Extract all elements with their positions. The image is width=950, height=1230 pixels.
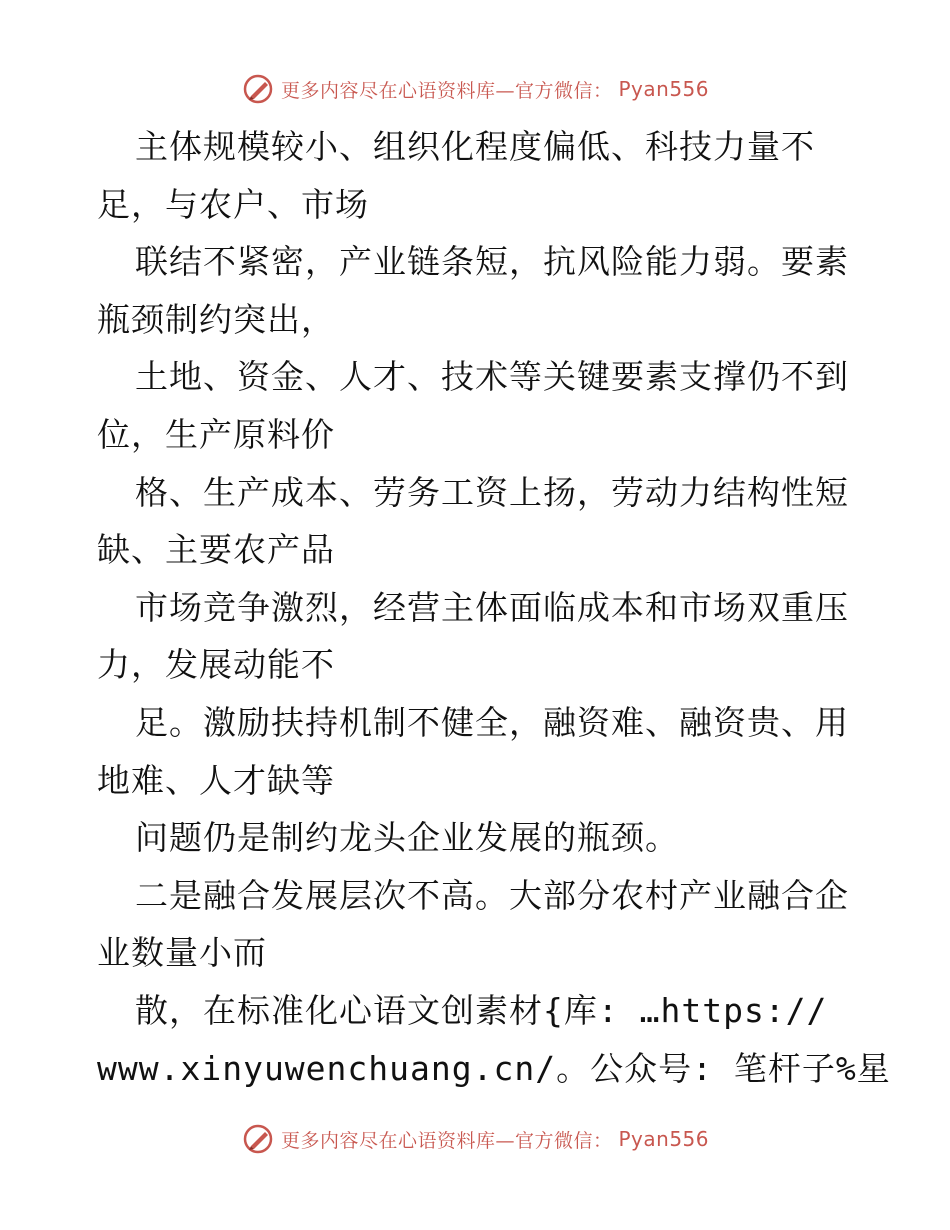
text-line: 瓶颈制约突出， <box>97 299 335 339</box>
text-line: 足，与农户、市场 <box>97 184 369 224</box>
header-watermark <box>0 72 950 106</box>
text-line: 二是融合发展层次不高。大部分农村产业融合企 <box>135 875 849 915</box>
text-line: 散，在标准化心语文创素材{库: …https:// <box>135 990 828 1030</box>
text-line: 足。激励扶持机制不健全，融资难、融资贵、用 <box>135 702 849 742</box>
text-line: 问题仍是制约龙头企业发展的瓶颈。 <box>135 818 679 858</box>
text-line: 市场竞争激烈，经营主体面临成本和市场双重压 <box>135 587 849 627</box>
watermark-text: 更多内容尽在心语资料库—官方微信： <box>280 1129 613 1152</box>
text-line: www.xinyuwenchuang.cn/。公众号: 笔杆子%星 <box>97 1048 891 1088</box>
text-line: 土地、资金、人才、技术等关键要素支撑仍不到 <box>135 357 849 397</box>
text-line: 位，生产原料价 <box>97 414 335 454</box>
text-line: 缺、主要农产品 <box>97 530 335 570</box>
watermark-id: Pyan556 <box>618 77 710 101</box>
text-line: 格、生产成本、劳务工资上扬，劳动力结构性短 <box>135 472 849 512</box>
text-line: 地难、人才缺等 <box>97 760 335 800</box>
footer-watermark <box>0 1122 950 1156</box>
text-line: 业数量小而 <box>97 933 267 973</box>
pen-logo-icon <box>241 1122 275 1156</box>
text-line: 主体规模较小、组织化程度偏低、科技力量不 <box>135 127 815 166</box>
text-line: 联结不紧密，产业链条短，抗风险能力弱。要素 <box>135 242 849 282</box>
pen-logo-icon <box>241 72 275 106</box>
document-body <box>97 118 891 1097</box>
watermark-text: 更多内容尽在心语资料库—官方微信： <box>280 79 613 102</box>
text-line: 力，发展动能不 <box>97 645 335 685</box>
watermark-id: Pyan556 <box>618 1127 710 1151</box>
